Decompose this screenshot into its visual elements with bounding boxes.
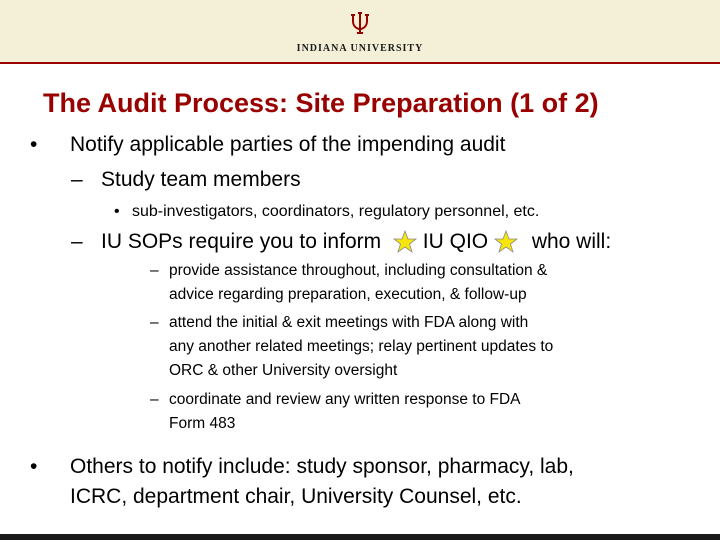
dash-marker: –: [150, 314, 159, 331]
duty-coordinate-response: [150, 391, 521, 409]
duty-provide-assistance-cont: advice regarding preparation, execution, & follow-up: [169, 286, 527, 303]
duty-provide-assistance: [150, 262, 547, 280]
bullet-others-to-notify-cont: ICRC, department chair, University Counsel, etc.: [70, 485, 522, 508]
footer-bar: [0, 534, 720, 540]
bullet-marker: •: [30, 133, 38, 156]
duty-coordinate-response-cont: Form 483: [169, 415, 236, 432]
detail-study-team: [114, 203, 539, 221]
bullet-others-to-notify: [30, 455, 574, 479]
sub-bullet-text: Study team members: [101, 168, 301, 191]
bullet-text: Others to notify include: study sponsor, pharmacy, lab,: [70, 455, 574, 478]
bullet-marker: •: [30, 455, 38, 478]
star-icon: [494, 230, 518, 254]
bullet-notify-parties: [30, 133, 505, 157]
detail-text: sub-investigators, coordinators, regulatory personnel, etc.: [132, 203, 540, 220]
sub-bullet-study-team: [71, 168, 301, 192]
header-band: [0, 0, 720, 64]
sub-bullet-text-middle: IU QIO: [422, 230, 489, 253]
duty-attend-meetings-cont-2: ORC & other University oversight: [169, 362, 398, 379]
dash-marker: –: [71, 230, 83, 253]
duty-text: provide assistance throughout, including consultation &: [169, 262, 548, 279]
dash-marker: –: [150, 262, 159, 279]
sub-bullet-text-suffix: who will:: [531, 230, 612, 253]
dash-marker: –: [71, 168, 83, 191]
duty-text: coordinate and review any written response to FDA: [169, 391, 521, 408]
star-icon: [393, 230, 417, 254]
university-wordmark: INDIANA UNIVERSITY: [296, 43, 424, 54]
duty-attend-meetings-cont-1: any another related meetings; relay pertinent updates to: [169, 338, 554, 355]
dash-marker: –: [150, 391, 159, 408]
sub-bullet-iu-sops: [71, 230, 611, 254]
bullet-marker: •: [114, 203, 120, 220]
duty-text: attend the initial & exit meetings with FDA along with: [169, 314, 529, 331]
sub-bullet-text-prefix: IU SOPs require you to inform: [101, 230, 382, 253]
bullet-text: Notify applicable parties of the impending audit: [70, 133, 506, 156]
iu-trident-logo-icon: [347, 10, 373, 36]
duty-attend-meetings: [150, 314, 528, 332]
slide-title: The Audit Process: Site Preparation (1 of 2): [43, 88, 599, 118]
